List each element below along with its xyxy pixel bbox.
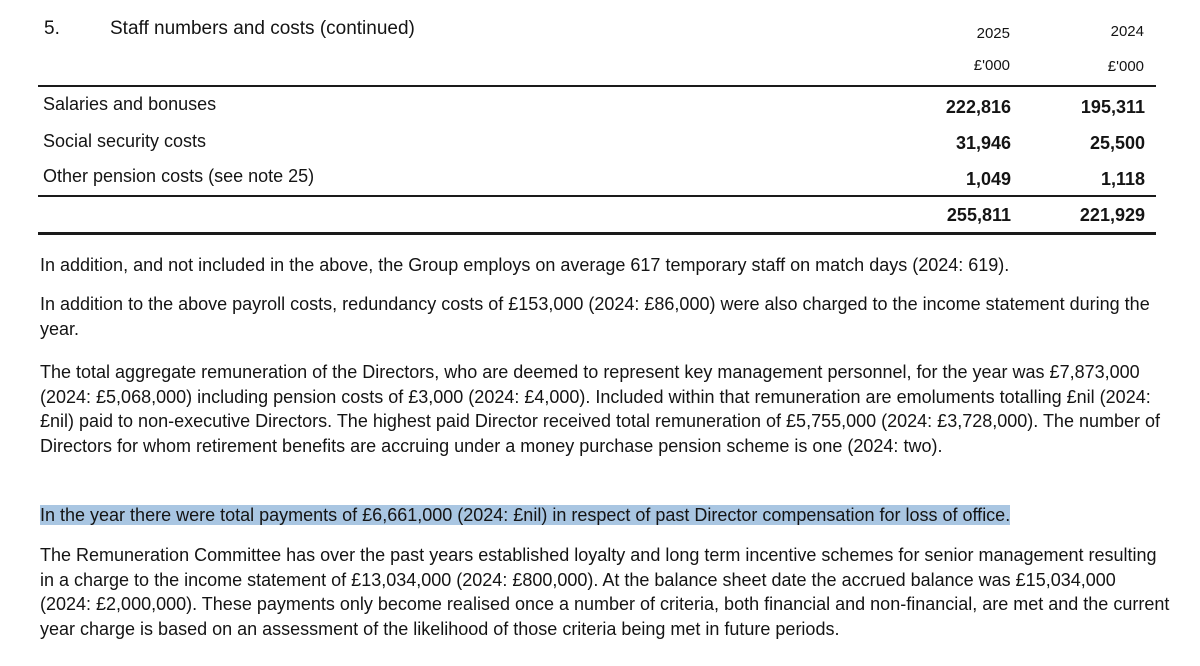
paragraph-loss-of-office [40, 503, 1170, 528]
paragraph-director-remuneration: The total aggregate remuneration of the Directors, who are deemed to represent key management personnel, for the year was £7,873,000 (2024: £5,068,000) including pension costs of £3,000 (2024: £4,000). Included within that remuneration are emoluments totalling £nil (2024: £nil) paid to non-executive Directors. The highest paid Director received total remuneration of £5,755,000 (2024: £3,728,000). The number of Directors for whom retirement benefits are accruing under a money purchase pension scheme is one (2024: two). [40, 362, 1160, 456]
col-year-2025: 2025 [976, 25, 1010, 42]
total-rule [38, 232, 1156, 235]
row-label-pension: Other pension costs (see note 25) [43, 166, 315, 186]
col-unit-2024: £'000 [1107, 58, 1144, 75]
subtotal-rule [38, 195, 1156, 197]
total-value-2024: 221,929 [1079, 205, 1145, 225]
row-value-social-security-2024: 25,500 [1089, 133, 1145, 153]
note-title: Staff numbers and costs (continued) [110, 18, 415, 39]
col-year-2024: 2024 [1110, 23, 1144, 40]
row-label-social-security: Social security costs [43, 131, 207, 151]
row-value-pension-2024: 1,118 [1100, 169, 1145, 189]
row-value-pension-2025: 1,049 [965, 169, 1011, 189]
row-label-salaries: Salaries and bonuses [43, 94, 217, 114]
row-value-social-security-2025: 31,946 [955, 133, 1011, 153]
row-value-salaries-2025: 222,816 [945, 97, 1011, 117]
paragraph-temporary-staff: In addition, and not included in the above, the Group employs on average 617 temporary staff on match days (2024: 619). [40, 255, 1010, 275]
col-unit-2025: £'000 [973, 57, 1010, 74]
note-number: 5. [44, 18, 60, 39]
total-value-2025: 255,811 [946, 205, 1011, 225]
header-rule [38, 85, 1156, 87]
highlighted-text: In the year there were total payments of £6,661,000 (2024: £nil) in respect of past Director compensation for loss of office. [40, 505, 1011, 525]
row-value-salaries-2024: 195,311 [1080, 97, 1145, 117]
paragraph-redundancy: In addition to the above payroll costs, redundancy costs of £153,000 (2024: £86,000) were also charged to the income statement during the year. [40, 294, 1150, 339]
paragraph-remuneration-committee: The Remuneration Committee has over the past years established loyalty and long term incentive schemes for senior management resulting in a charge to the income statement of £13,034,000 (2024: £800,000). At the balance sheet date the accrued balance was £15,034,000 (2024: £2,000,000). These payments only become realised once a number of criteria, both financial and non-financial, are met and the current year charge is based on an assessment of the likelihood of those criteria being met in future periods. [40, 545, 1170, 639]
